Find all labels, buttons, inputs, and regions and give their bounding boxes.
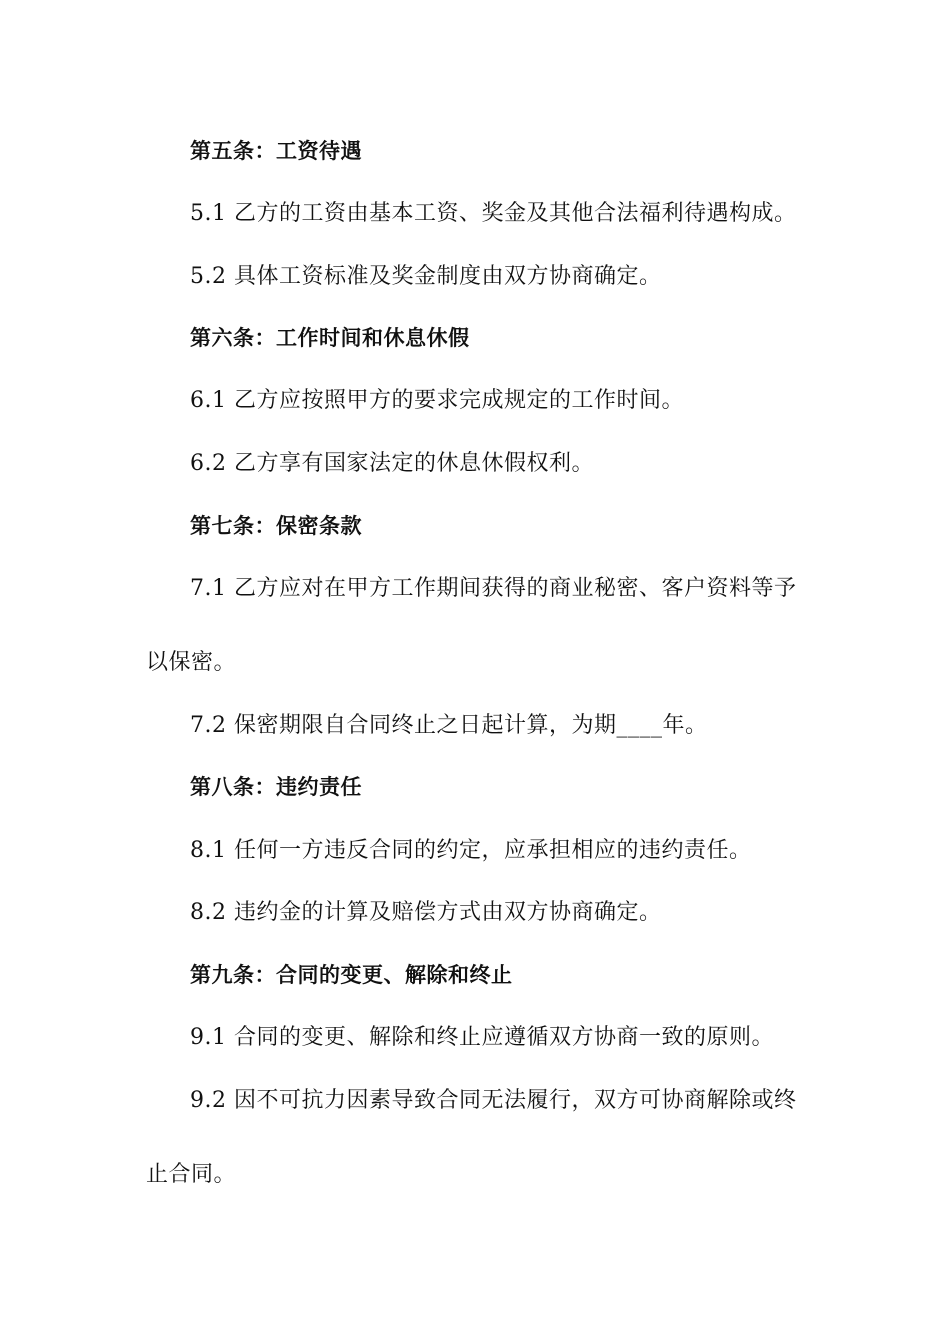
section-heading-7: 第七条：保密条款 [190, 514, 362, 538]
clause-5-2: 5.2 具体工资标准及奖金制度由双方协商确定。 [190, 264, 662, 289]
clause-6-1: 6.1 乙方应按照甲方的要求完成规定的工作时间。 [190, 388, 684, 413]
clause-8-1: 8.1 任何一方违反合同的约定，应承担相应的违约责任。 [190, 838, 752, 863]
clause-7-1: 7.1 乙方应对在甲方工作期间获得的商业秘密、客户资料等予 [190, 576, 797, 601]
clause-5-1: 5.1 乙方的工资由基本工资、奖金及其他合法福利待遇构成。 [190, 201, 797, 226]
clause-7-2: 7.2 保密期限自合同终止之日起计算，为期____年。 [190, 713, 708, 738]
clause-9-2-continuation: 止合同。 [146, 1162, 237, 1187]
clause-9-1: 9.1 合同的变更、解除和终止应遵循双方协商一致的原则。 [190, 1025, 774, 1050]
clause-6-2: 6.2 乙方享有国家法定的休息休假权利。 [190, 451, 594, 476]
clause-8-2: 8.2 违约金的计算及赔偿方式由双方协商确定。 [190, 900, 662, 925]
section-heading-5: 第五条：工资待遇 [190, 139, 362, 163]
section-heading-9: 第九条：合同的变更、解除和终止 [190, 963, 513, 987]
section-heading-6: 第六条：工作时间和休息休假 [190, 326, 470, 350]
clause-9-2: 9.2 因不可抗力因素导致合同无法履行，双方可协商解除或终 [190, 1088, 797, 1113]
clause-7-1-continuation: 以保密。 [146, 650, 237, 675]
section-heading-8: 第八条：违约责任 [190, 775, 362, 799]
